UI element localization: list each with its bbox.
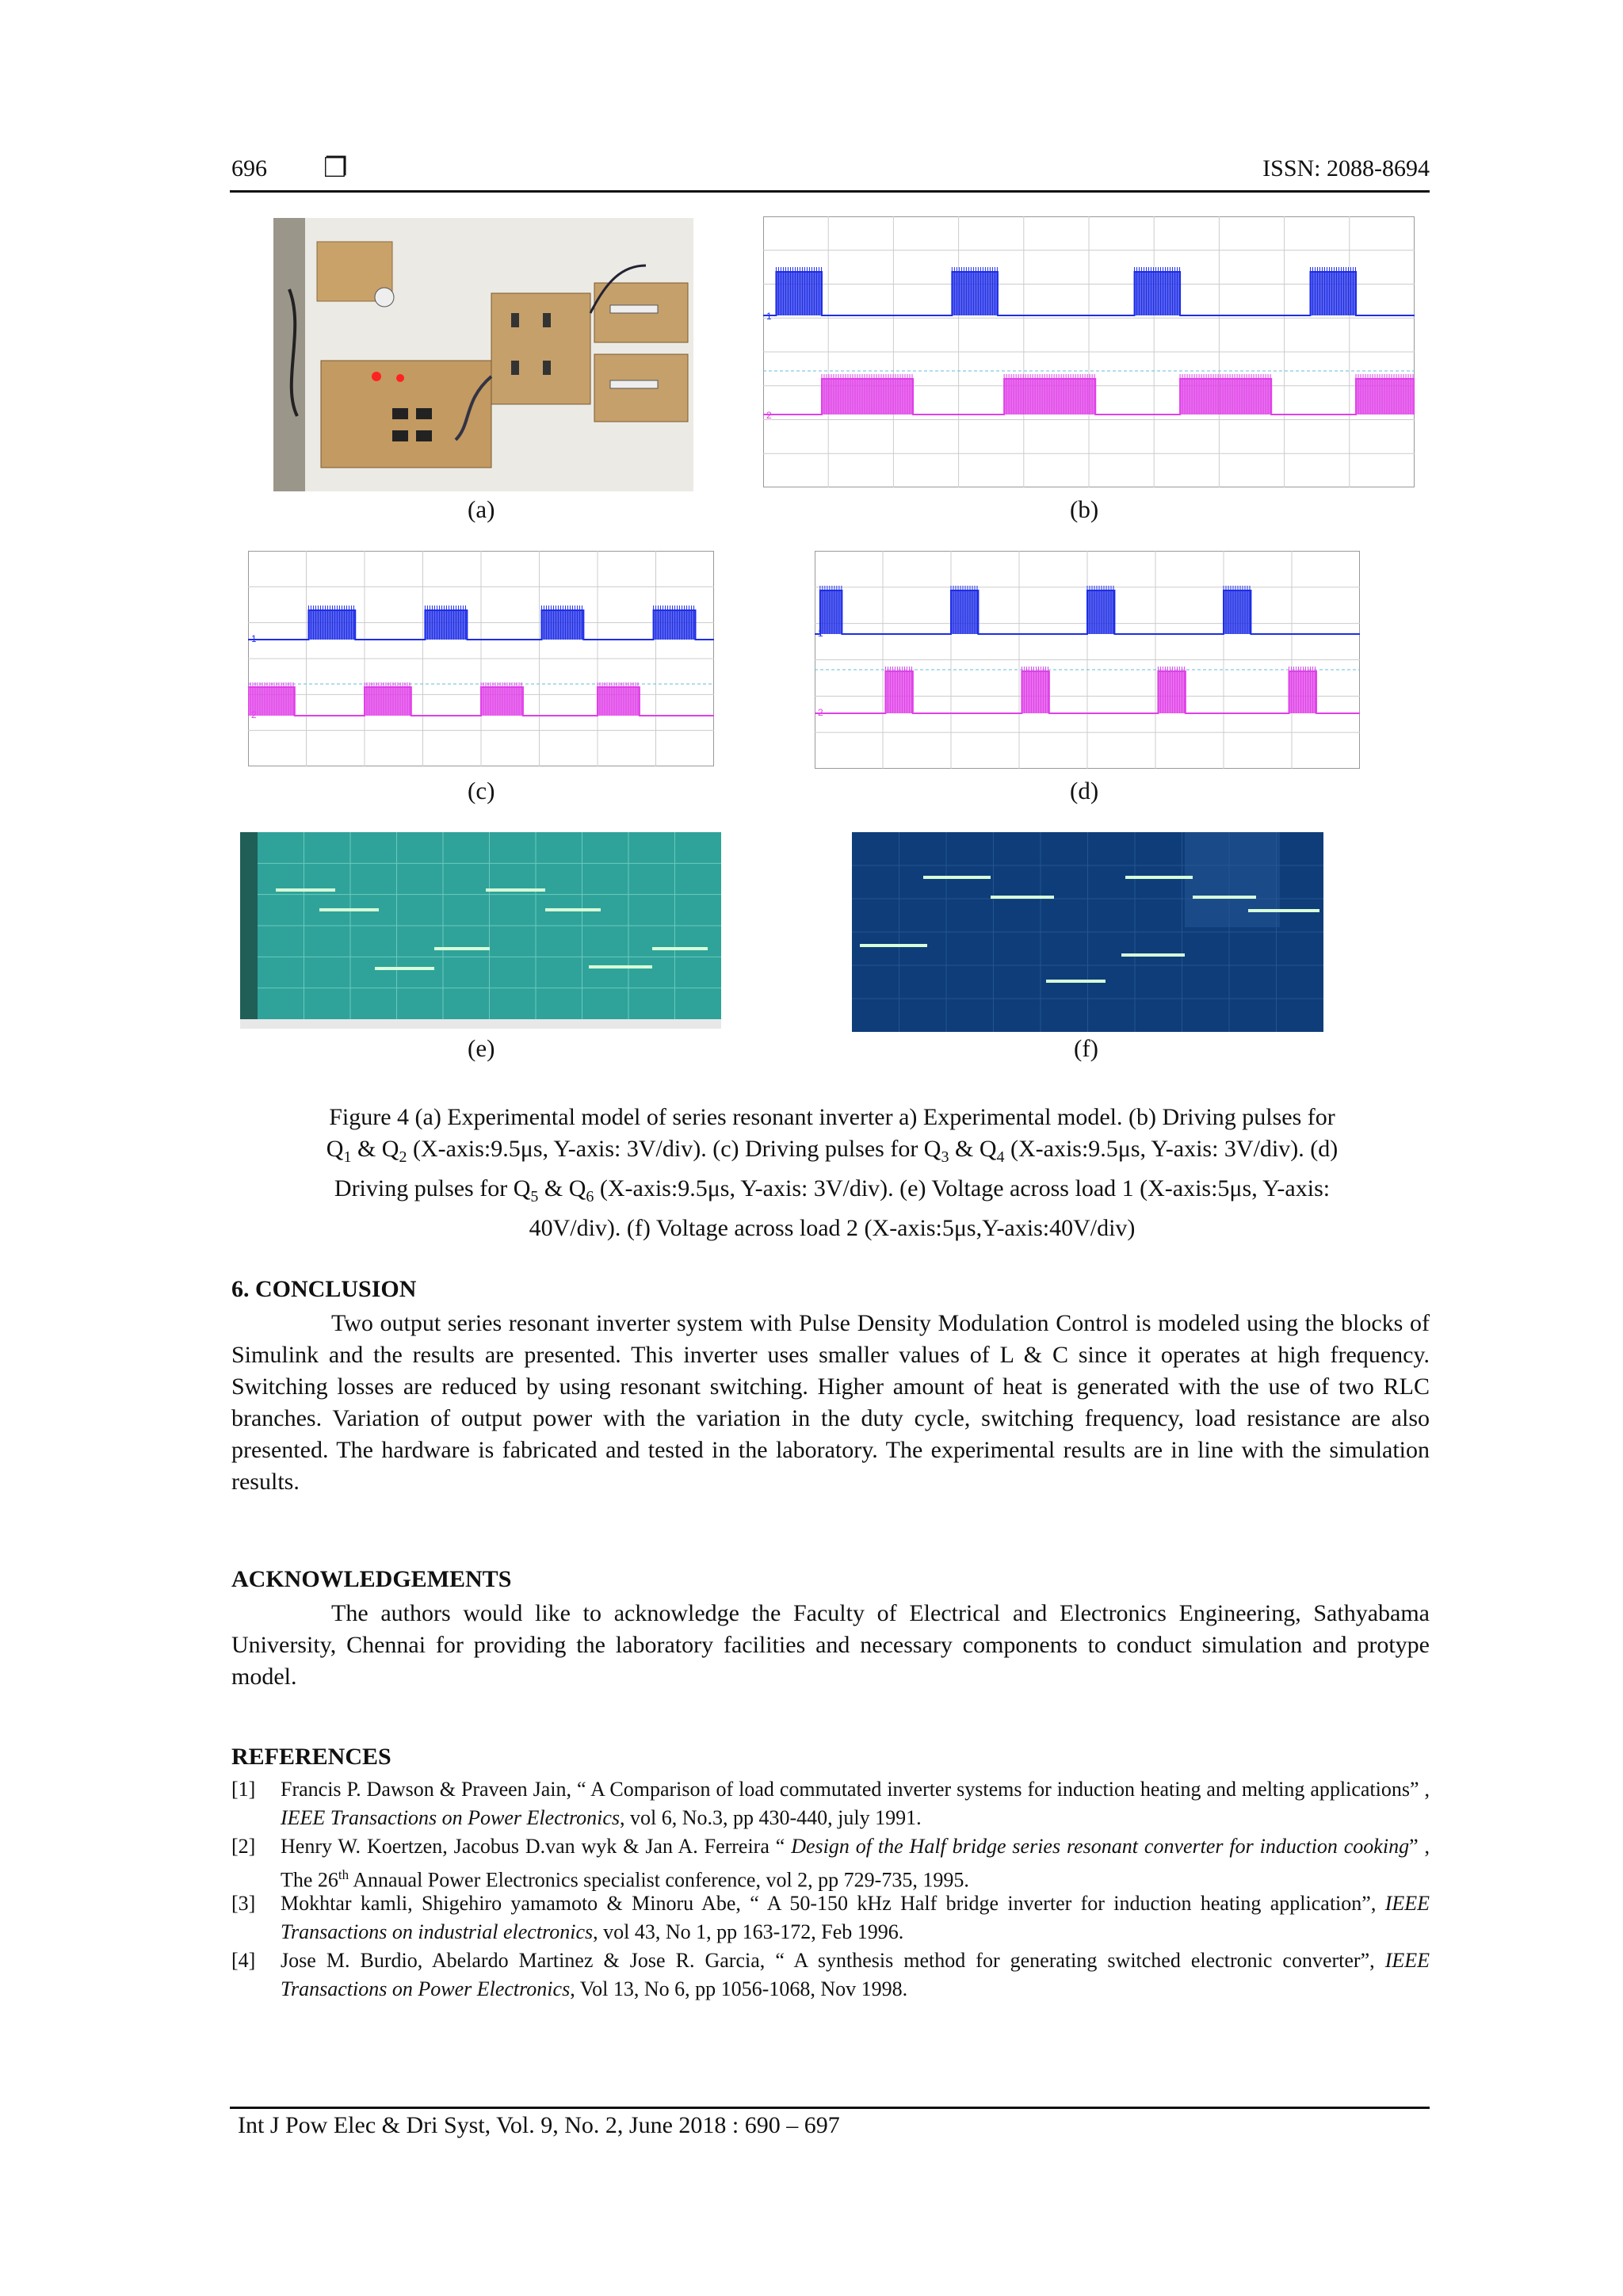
- issn: ISSN: 2088-8694: [1262, 155, 1430, 181]
- channel-marker: 1: [251, 633, 257, 644]
- ch2-burst: [1180, 379, 1271, 415]
- caption-line-2: $Q_1$ & $Q_2$ (X-axis:9.5μs, Y-axis: 3V/div). (c) Driving pulses for $Q_3$ & $Q_4$ (X-axis:9.5μs, Y-axis: 3V/div). (d): [326, 1136, 1338, 1166]
- ch2-burst: [822, 379, 913, 415]
- figure-c-scope: [248, 551, 714, 766]
- caption-line-1: Figure 4 (a) Experimental model of series resonant inverter a) Experimental model. (b) Driving pulses for: [329, 1104, 1335, 1130]
- caption-line-3: Driving pulses for $Q_5$ & $Q_6$ (X-axis:9.5μs, Y-axis: 3V/div). (e) Voltage across load 1 (X-axis:5μs, Y-axis:: [334, 1175, 1331, 1205]
- channel-marker: 1: [818, 628, 823, 639]
- scope-screen: [240, 832, 721, 1029]
- figure-e-label: (e): [468, 1034, 495, 1062]
- figure-d-scope: [815, 551, 1360, 769]
- channel-marker: 2: [818, 707, 823, 718]
- header-rule: [230, 190, 1430, 193]
- ch1-burst: [1224, 590, 1251, 634]
- scope-bezel: [240, 832, 258, 1029]
- channel-marker: 1: [766, 311, 772, 322]
- acknowledgements-text: The authors would like to acknowledge the Faculty of Electrical and Electronics Engineering, Sathyabama University, Chennai for providing the laboratory facilities and necessary components to conduct simulation and protype model.: [231, 1600, 1430, 1690]
- scope-bezel: [240, 1019, 721, 1029]
- acknowledgements-heading: ACKNOWLEDGEMENTS: [231, 1566, 512, 1592]
- caption-line-4: 40V/div). (f) Voltage across load 2 (X-axis:5μs,Y-axis:40V/div): [529, 1215, 1136, 1241]
- figure-a-label: (a): [468, 495, 495, 523]
- figure-f-scope-photo: [852, 832, 1323, 1032]
- footer-citation: Int J Pow Elec & Dri Syst, Vol. 9, No. 2, June 2018 : 690 – 697: [238, 2112, 840, 2138]
- page-number: 696: [231, 155, 267, 181]
- ch2-burst: [885, 671, 912, 713]
- figure-caption: [238, 1102, 1426, 1244]
- footer-rule: [230, 2107, 1430, 2109]
- conclusion-heading: 6. CONCLUSION: [231, 1276, 417, 1302]
- figure-a-photo: [273, 218, 693, 491]
- ch1-burst: [951, 590, 978, 634]
- ch2-burst: [1022, 671, 1048, 713]
- references-heading: REFERENCES: [231, 1744, 391, 1770]
- ch2-burst: [1158, 671, 1185, 713]
- ch1-burst: [1087, 590, 1114, 634]
- conclusion-text: Two output series resonant inverter system with Pulse Density Modulation Control is modeled using the blocks of Simulink and the results are presented. This inverter uses smaller values of L & C since it operates at high frequency. Switching losses are reduced by using resonant switching. Higher amount of heat is generated with the use of two RLC branches. Variation of output power with the variation in the duty cycle, switching frequency, load resistance are also presented. The hardware is fabricated and tested in the laboratory. The experimental results are in line with the simulation results.: [231, 1310, 1430, 1495]
- figure-d-label: (d): [1070, 777, 1099, 804]
- ch2-burst: [1289, 671, 1316, 713]
- figure-c-label: (c): [468, 777, 495, 804]
- ch1-burst: [820, 590, 842, 634]
- square-icon: ❐: [323, 152, 348, 184]
- figure-e-scope-photo: [240, 832, 721, 1029]
- ch2-burst: [1004, 379, 1095, 415]
- channel-marker: 2: [766, 410, 772, 421]
- channel-marker: 2: [251, 709, 257, 720]
- figure-b-label: (b): [1070, 495, 1099, 523]
- figure-f-label: (f): [1074, 1034, 1098, 1062]
- screen-reflection: [1185, 832, 1280, 927]
- figure-b-scope: [763, 216, 1415, 487]
